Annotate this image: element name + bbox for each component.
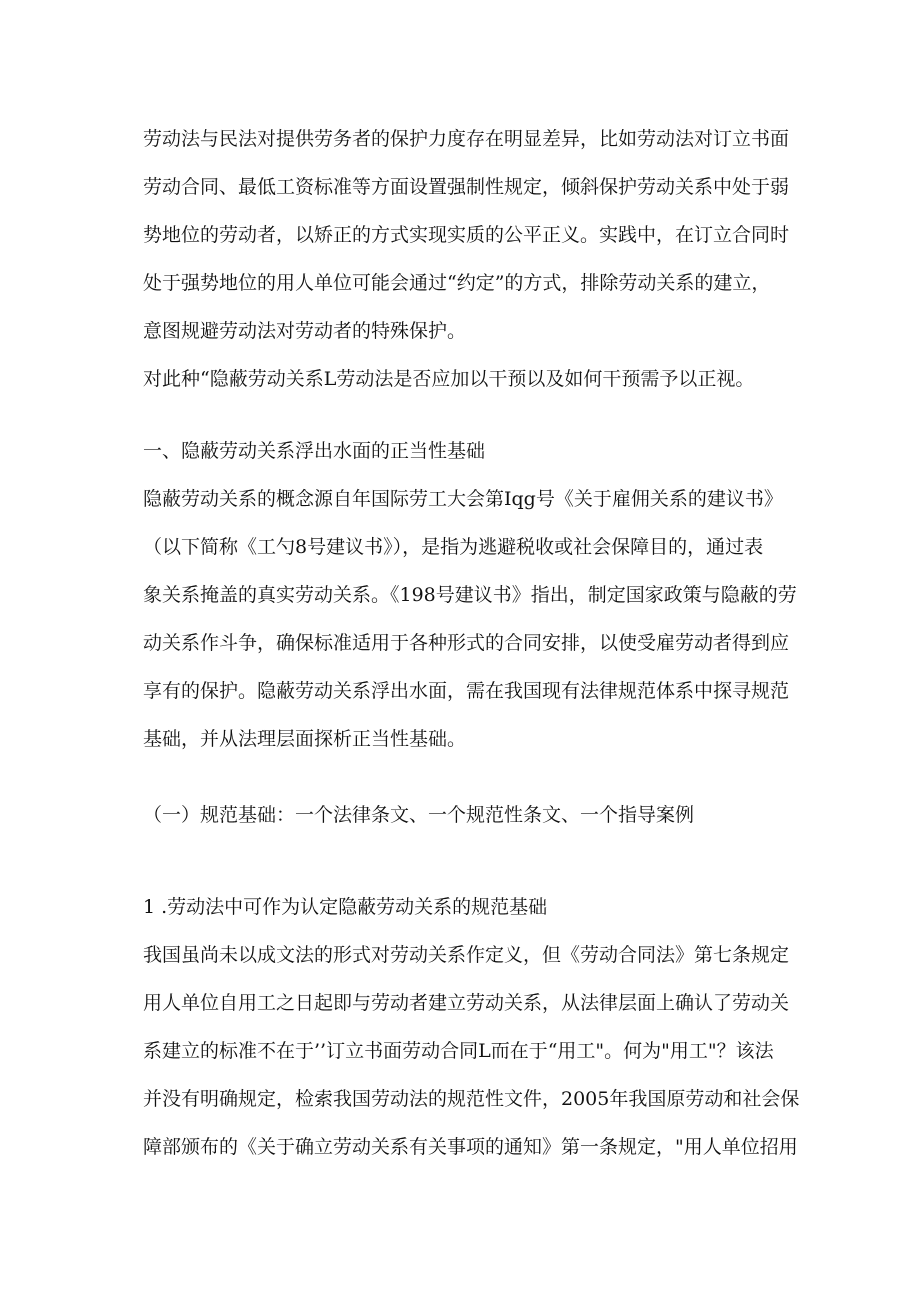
- paragraph-4-line-3: 系建立的标准不在于’’订立书面劳动合同L而在于“用工"。何为"用工"？该法: [143, 1040, 774, 1062]
- paragraph-3-line-4: 动关系作斗争，确保标准适用于各种形式的合同安排，以使受雇劳动者得到应: [143, 632, 790, 654]
- item-heading-1: 1 .劳动法中可作为认定隐蔽劳动关系的规范基础: [143, 896, 548, 918]
- paragraph-1-line-2: 劳动合同、最低工资标准等方面设置强制性规定，倾斜保护劳动关系中处于弱: [143, 176, 790, 198]
- paragraph-1-line-3: 势地位的劳动者，以矫正的方式实现实质的公平正义。实践中，在订立合同时: [143, 224, 790, 246]
- paragraph-4-line-1: 我国虽尚未以成文法的形式对劳动关系作定义，但《劳动合同法》第七条规定: [143, 944, 790, 966]
- paragraph-3-line-6: 基础，并从法理层面探析正当性基础。: [143, 728, 467, 750]
- paragraph-3-line-5: 享有的保护。隐蔽劳动关系浮出水面，需在我国现有法律规范体系中探寻规范: [143, 680, 790, 702]
- paragraph-1-line-5: 意图规避劳动法对劳动者的特殊保护。: [143, 320, 467, 342]
- paragraph-3-line-3: 象关系掩盖的真实劳动关系。《198号建议书》指出，制定国家政策与隐蔽的劳: [143, 584, 797, 606]
- paragraph-4-line-4: 并没有明确规定，检索我国劳动法的规范性文件，2005年我国原劳动和社会保: [143, 1088, 800, 1110]
- paragraph-4-line-2: 用人单位自用工之日起即与劳动者建立劳动关系，从法律层面上确认了劳动关: [143, 992, 790, 1014]
- paragraph-3-line-2: （以下简称《工勺8号建议书》），是指为逃避税收或社会保障目的，通过表: [143, 536, 764, 558]
- paragraph-1-line-4: 处于强势地位的用人单位可能会通过“约定”的方式，排除劳动关系的建立，: [143, 272, 771, 294]
- paragraph-1-line-1: 劳动法与民法对提供劳务者的保护力度存在明显差异，比如劳动法对订立书面: [143, 128, 790, 150]
- section-heading-1: 一、隐蔽劳动关系浮出水面的正当性基础: [143, 440, 486, 462]
- paragraph-3-line-1: 隐蔽劳动关系的概念源自年国际劳工大会第Iqg号《关于雇佣关系的建议书》: [143, 488, 783, 510]
- subsection-heading-1: （一）规范基础：一个法律条文、一个规范性条文、一个指导案例: [143, 804, 695, 826]
- paragraph-2: 对此种“隐蔽劳动关系L劳动法是否应加以干预以及如何干预需予以正视。: [143, 368, 755, 390]
- paragraph-4-line-5: 障部颁布的《关于确立劳动关系有关事项的通知》第一条规定，"用人单位招用: [143, 1136, 798, 1158]
